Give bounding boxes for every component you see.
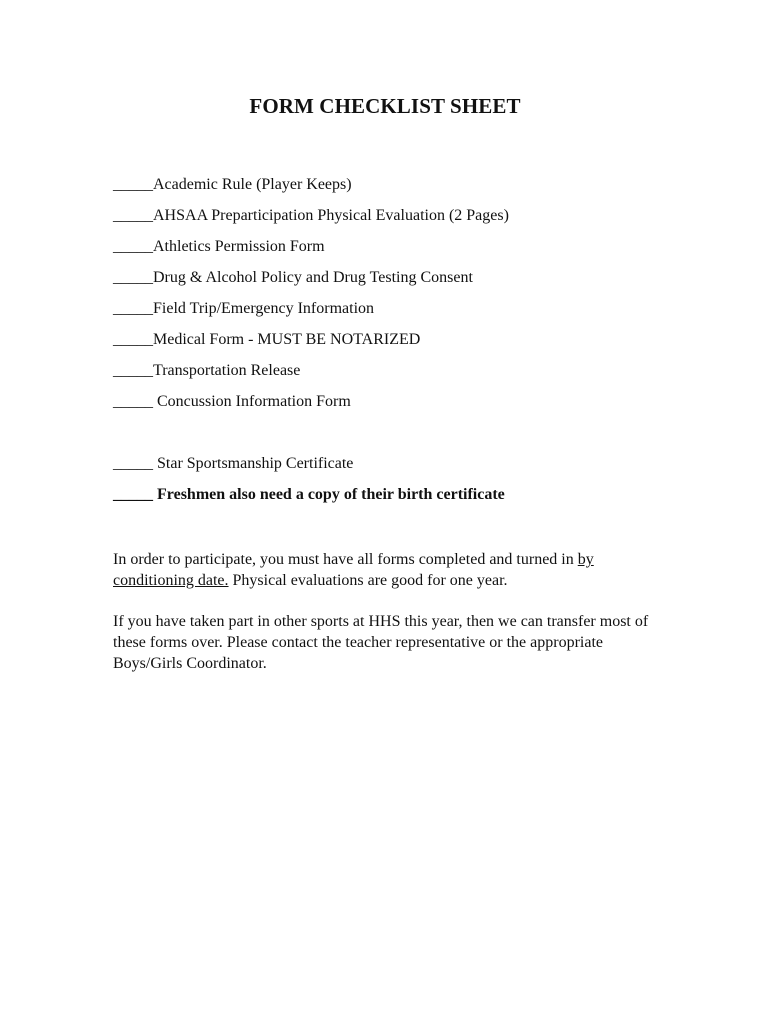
checklist-item-field-trip bbox=[113, 297, 713, 328]
checklist-blank[interactable]: _____ bbox=[113, 238, 153, 255]
checklist-item-label: Drug & Alcohol Policy and Drug Testing Consent bbox=[153, 269, 473, 286]
checklist-blank[interactable]: _____ bbox=[113, 300, 153, 317]
checklist-blank[interactable]: _____ bbox=[113, 393, 157, 410]
checklist-item-label: Academic Rule (Player Keeps) bbox=[153, 176, 352, 193]
checklist-item-transportation-release bbox=[113, 359, 713, 390]
checklist-item-label: Medical Form - MUST BE NOTARIZED bbox=[153, 331, 421, 348]
page-title: FORM CHECKLIST SHEET bbox=[249, 94, 521, 118]
checklist-item-athletics-permission bbox=[113, 235, 713, 266]
checklist-item-birth-certificate bbox=[113, 483, 713, 514]
checklist-item-label: Star Sportsmanship Certificate bbox=[157, 455, 354, 472]
checklist-blank[interactable]: _____ bbox=[113, 455, 157, 472]
checklist-item-label: AHSAA Preparticipation Physical Evaluation (2 Pages) bbox=[153, 207, 509, 224]
checklist-blank[interactable]: _____ bbox=[113, 269, 153, 286]
checklist-item-drug-alcohol-policy bbox=[113, 266, 713, 297]
checklist-blank[interactable]: _____ bbox=[113, 331, 153, 348]
checklist-blank[interactable]: _____ bbox=[113, 486, 157, 503]
transfer-paragraph: If you have taken part in other sports at HHS this year, then we can transfer most of these forms over. Please contact the teacher representative or the appropriate Boys/Girls Coordinator. bbox=[113, 613, 649, 672]
checklist-item-concussion-form bbox=[113, 390, 713, 421]
checklist-item-label: Freshmen also need a copy of their birth certificate bbox=[157, 486, 505, 503]
checklist-item-label: Concussion Information Form bbox=[157, 393, 351, 410]
checklist-blank[interactable]: _____ bbox=[113, 362, 153, 379]
checklist-item-sportsmanship-certificate bbox=[113, 452, 713, 483]
checklist bbox=[113, 173, 713, 514]
checklist-item-academic-rule bbox=[113, 173, 713, 204]
checklist-blank[interactable]: _____ bbox=[113, 176, 153, 193]
checklist-item-label: Athletics Permission Form bbox=[153, 238, 325, 255]
evaluation-text: Physical evaluations are good for one year. bbox=[228, 572, 508, 589]
checklist-item-label: Transportation Release bbox=[153, 362, 301, 379]
checklist-item-label: Field Trip/Emergency Information bbox=[153, 300, 375, 317]
checklist-item-medical-form bbox=[113, 328, 713, 359]
conditioning-date-text: by conditioning date. bbox=[113, 551, 594, 589]
checklist-blank[interactable]: _____ bbox=[113, 207, 153, 224]
participation-text: In order to participate, you must have all forms completed and turned in bbox=[113, 551, 578, 568]
checklist-item-physical-evaluation bbox=[113, 204, 713, 235]
participation-paragraph bbox=[113, 549, 673, 591]
